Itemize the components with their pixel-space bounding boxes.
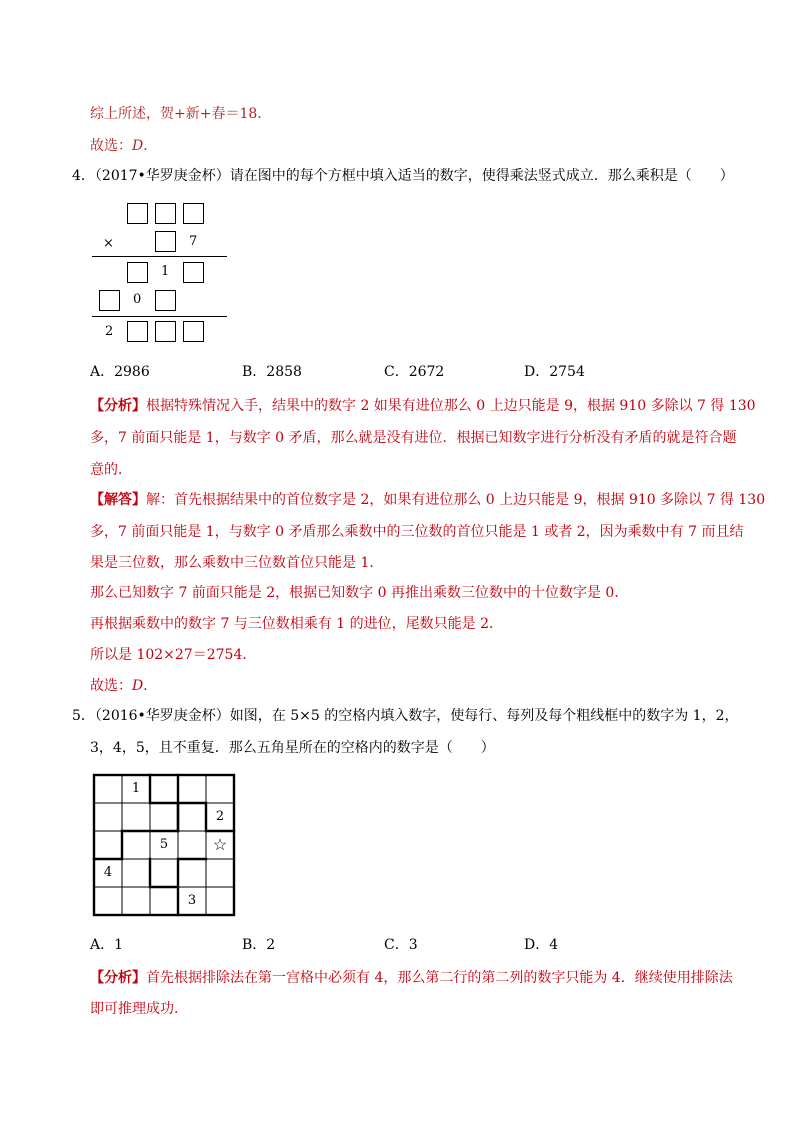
analysis-text: 根据特殊情况入手，结果中的数字 2 如果有进位那么 0 上边只能是 9，根据 910 多除以 7 得 130	[146, 398, 756, 414]
digit-box	[99, 290, 120, 311]
option-b: B．2	[242, 937, 276, 953]
digit-box	[183, 262, 204, 283]
answer-prefix: 故选：	[90, 138, 132, 154]
answer-suffix: ．	[143, 678, 158, 694]
option-c: C．2672	[384, 364, 445, 380]
option-d: D．4	[524, 937, 559, 953]
grid-number: 4	[103, 865, 113, 880]
digit-box	[183, 321, 204, 342]
product-digit-2: 2	[105, 324, 114, 339]
question-5-line-1: 5．（2016•华罗庚金杯）如图，在 5×5 的空格内填入数字，使每行、每列及每个粗线框中的数字为 1，2，	[72, 708, 739, 724]
digit-box	[155, 321, 176, 342]
solution-line-5: 再根据乘数中的数字 7 与三位数相乘有 1 的进位，尾数只能是 2．	[90, 616, 503, 632]
partial-digit-1: 1	[161, 264, 170, 279]
solution-line-6: 所以是 102×27＝2754．	[90, 647, 257, 663]
grid-number: 2	[215, 809, 225, 824]
answer-line-q4	[90, 676, 157, 696]
answer-suffix: ．	[143, 138, 158, 154]
analysis-line-3: 意的．	[90, 462, 132, 478]
answer-prefix: 故选：	[90, 678, 132, 694]
digit-box	[127, 203, 148, 224]
times-sign: ×	[103, 236, 114, 251]
summary-line: 综上所述，贺+新+春＝18．	[90, 106, 272, 122]
digit-box	[155, 290, 176, 311]
solution-line-1	[90, 490, 765, 510]
digit-box	[183, 203, 204, 224]
option-c: C．3	[384, 937, 418, 953]
solution-text: 解：首先根据结果中的首位数字是 2，如果有进位那么 0 上边只能是 9，根据 910 多除以 7 得 130	[146, 492, 766, 508]
answer-letter: D	[132, 138, 144, 154]
question-4: 4．（2017•华罗庚金杯）请在图中的每个方框中填入适当的数字，使得乘法竖式成立．那么乘积是（ ）	[72, 168, 734, 184]
rule-line	[92, 316, 227, 317]
analysis-q5-line-2: 即可推理成功．	[90, 1001, 188, 1017]
grid-number: 1	[131, 781, 141, 796]
analysis-text: 首先根据排除法在第一宫格中必须有 4，那么第二行的第二列的数字只能为 4．继续使用排除法	[146, 970, 733, 986]
sudoku-grid	[94, 775, 234, 915]
analysis-q5-line-1	[90, 968, 733, 988]
partial-digit-0: 0	[133, 292, 142, 307]
digit-box	[127, 321, 148, 342]
option-a: A．1	[90, 937, 124, 953]
digit-box	[155, 203, 176, 224]
analysis-line-2: 多，7 前面只能是 1，与数字 0 矛盾，那么就是没有进位．根据已知数字进行分析没有矛盾的就是符合题	[90, 430, 737, 446]
option-b: B．2858	[242, 364, 302, 380]
grid-number: 5	[159, 837, 169, 852]
option-a: A．2986	[90, 364, 150, 380]
digit-box	[155, 231, 176, 252]
solution-line-2: 多，7 前面只能是 1，与数字 0 矛盾那么乘数中的三位数的首位只能是 1 或者 2，因为乘数中有 7 而且结	[90, 524, 744, 540]
analysis-line-1	[90, 396, 756, 416]
solution-tag: 【解答】	[90, 492, 146, 508]
answer-letter: D	[132, 678, 144, 694]
rule-line	[92, 256, 227, 257]
grid-number: 3	[187, 893, 197, 908]
digit-box	[127, 262, 148, 283]
option-d: D．2754	[524, 364, 585, 380]
star-icon: ☆	[212, 835, 228, 854]
solution-line-3: 果是三位数，那么乘数中三位数首位只能是 1．	[90, 555, 384, 571]
analysis-tag: 【分析】	[90, 970, 146, 986]
answer-line-q3	[90, 136, 157, 156]
multiplier-digit-7: 7	[189, 234, 198, 249]
analysis-tag: 【分析】	[90, 398, 146, 414]
solution-line-4: 那么已知数字 7 前面只能是 2，根据已知数字 0 再推出乘数三位数中的十位数字是 0．	[90, 585, 629, 601]
question-5-line-2: 3，4，5，且不重复．那么五角星所在的空格内的数字是（ ）	[90, 740, 495, 756]
